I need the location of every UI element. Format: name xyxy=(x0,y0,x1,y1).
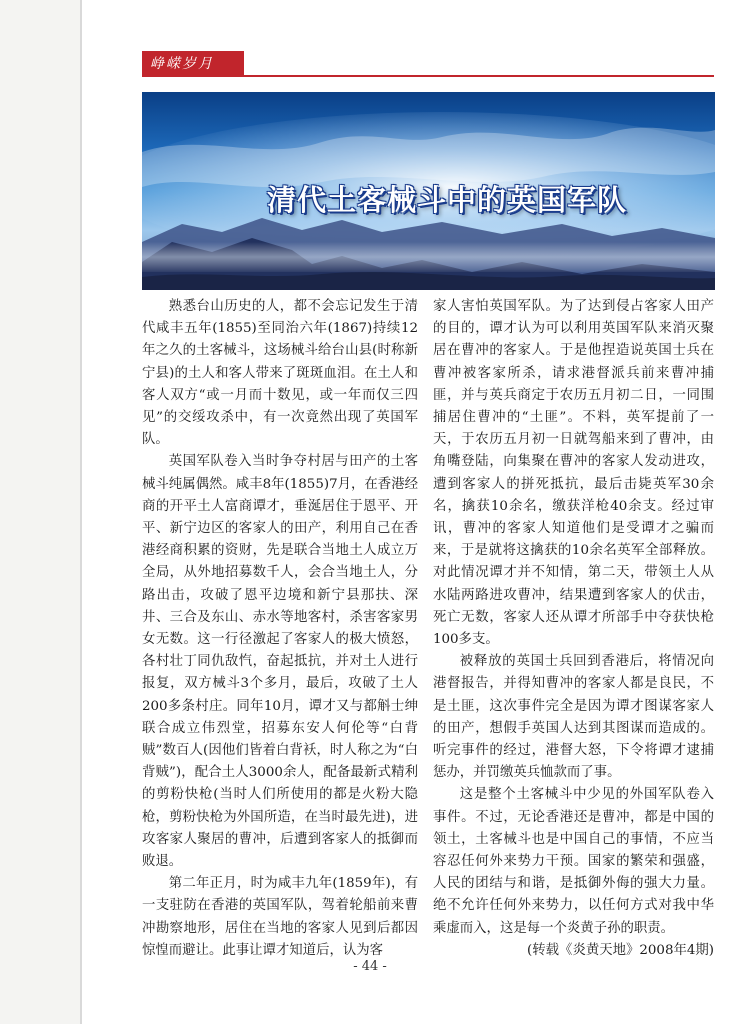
section-tag: 峥嵘岁月 xyxy=(142,51,244,75)
section-divider xyxy=(142,75,714,77)
page-number: - 44 - xyxy=(353,959,387,974)
paragraph: 熟悉台山历史的人，都不会忘记发生于清代咸丰五年(1855)至同治六年(1867)持续12年之久的土客械斗，这场械斗给台山县(时称新宁县)的土人和客人带来了斑斑血泪。在土人和客人双方“或一月而十数见，或一年而仅三四见”的交绥攻杀中，有一次竟然出现了英国军队。 xyxy=(142,299,418,448)
article-column-left xyxy=(142,296,418,962)
paragraph: 被释放的英国士兵回到香港后，将情况向港督报告，并得知曹冲的客家人都是良民，不是土匪，这次事件完全是因为谭才图谋客家人的田产，想假手英国人达到其图谋而造成的。听完事件的经过，港督大怒，下令将谭才逮捕惩办，并罚缴英兵恤款而了事。 xyxy=(433,654,714,781)
article-column-right xyxy=(433,296,714,962)
title-banner xyxy=(142,92,715,290)
paragraph-continuation: 家人害怕英国军队。为了达到侵占客家人田产的目的，谭才认为可以利用英国军队来消灭聚居在曹冲的客家人。于是他捏造说英国士兵在曹冲被客家所杀，请求港督派兵前来曹冲捕匪，并与英兵商定于农历五月初二日，一同围捕居住曹冲的“土匪”。不料，英军提前了一天，于农历五月初一日就驾船来到了曹冲，由角嘴登陆，向集聚在曹冲的客家人发动进攻，遭到客家人的拼死抵抗，最后击毙英军30余名，擒获10余名，缴获洋枪40余支。经过审讯，曹冲的客家人知道他们是受谭才之骗而来，于是就将这擒获的10余名英军全部释放。对此情况谭才并不知情，第二天，带领土人从水陆两路进攻曹冲，结果遭到客家人的伏击，死亡无数，客家人还从谭才所部手中夺获快枪100多支。 xyxy=(433,299,714,648)
source-citation: (转载《炎黄天地》2008年4期) xyxy=(527,942,714,958)
paragraph: 英国军队卷入当时争夺村居与田产的土客械斗纯属偶然。咸丰8年(1855)7月，在香港经商的开平土人富商谭才，垂涎居住于恩平、开平、新宁边区的客家人的田产，利用自己在香港经商积累的资财，先是联合当地土人成立万全局，从外地招募数千人，会合当地土人，分路出击，攻破了恩平边境和新宁县那扶、深井、三合及东山、赤水等地客村，杀害客家男女无数。这一行径激起了客家人的极大愤怒，各村壮丁同仇敌忾，奋起抵抗，并对土人进行报复，双方械斗3个多月，最后，攻破了土人200多条村庄。同年10月，谭才又与都斛士绅联合成立伟烈堂，招募东安人何伦等“白背贼”数百人(因他们皆着白背袄，时人称之为“白背贼”)，配合土人3000余人，配备最新式精利的剪粉快枪(当时人们所使用的都是火粉大隐枪，剪粉快枪为外国所造，在当时最先进)，进攻客家人聚居的曹冲，后遭到客家人的抵御而败退。 xyxy=(142,454,418,870)
paragraph: 第二年正月，时为咸丰九年(1859年)，有一支驻防在香港的英国军队，驾着轮船前来曹冲勘察地形，居住在当地的客家人见到后都因惊惶而避让。此事让谭才知道后，认为客 xyxy=(142,876,418,958)
paragraph: 这是整个土客械斗中少见的外国军队卷入事件。不过，无论香港还是曹冲，都是中国的领土，土客械斗也是中国自己的事情，不应当容忍任何外来势力干预。国家的繁荣和强盛，人民的团结与和谐，是抵御外侮的强大力量。绝不允许任何外来势力，以任何方式对我中华乘虚而入，这是每一个炎黄子孙的职责。 xyxy=(433,787,714,936)
article-title: 清代土客械斗中的英国军队 xyxy=(266,183,627,217)
